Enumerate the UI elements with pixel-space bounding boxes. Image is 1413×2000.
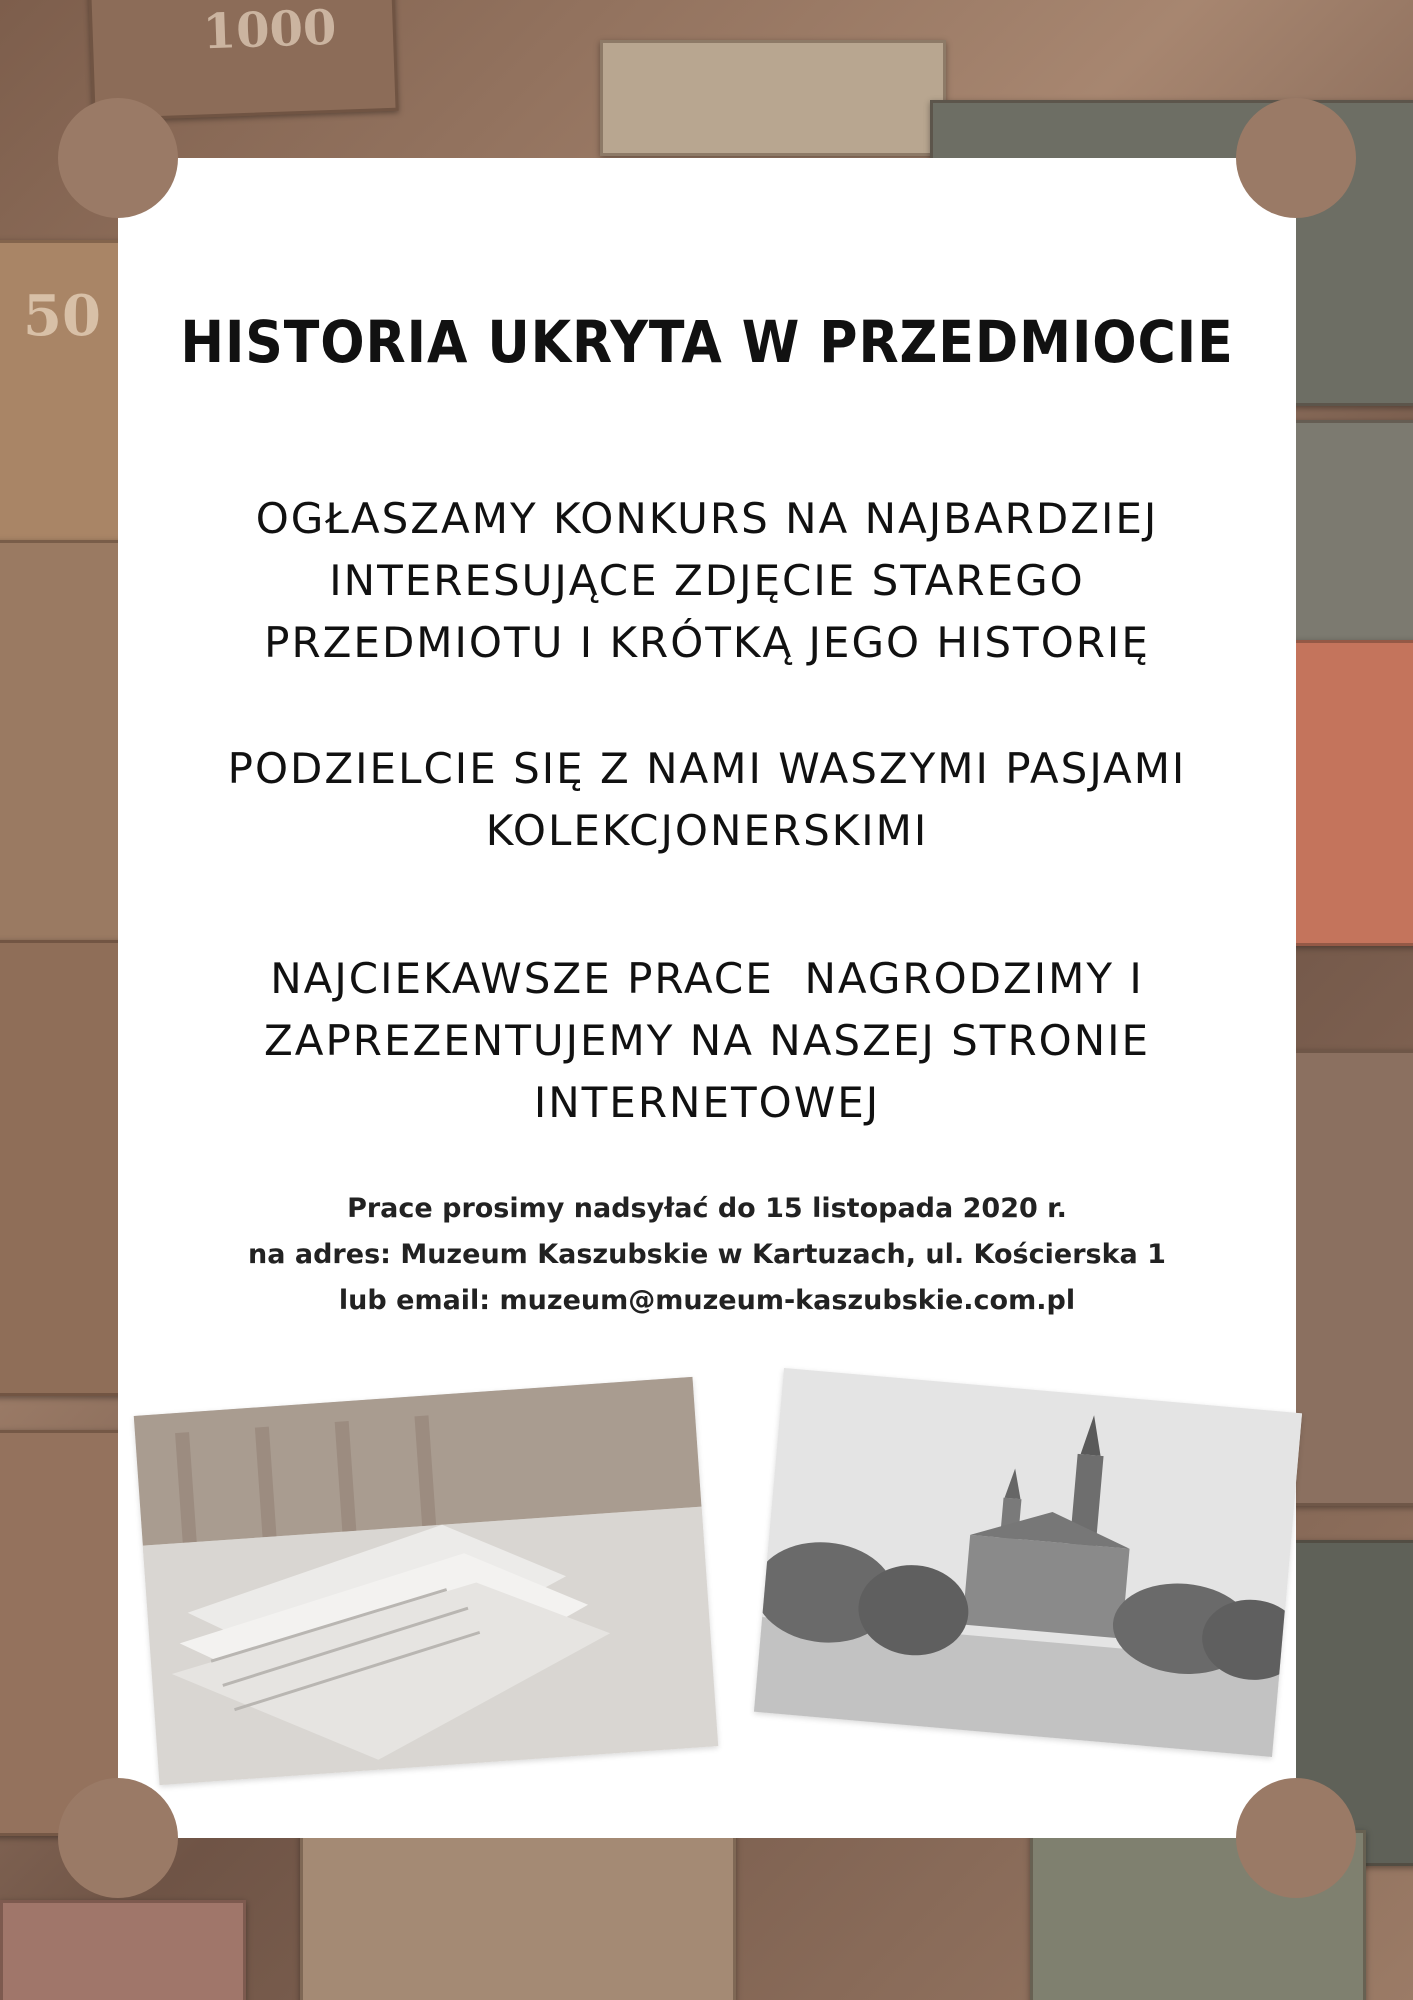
- poster-title: HISTORIA UKRYTA W PRZEDMIOCIE: [180, 308, 1234, 376]
- address-line: na adres: Muzeum Kaszubskie w Kartuzach, ul. Kościerska 1: [248, 1239, 1166, 1270]
- text-line: NAJCIEKAWSZE PRACE NAGRODZIMY I: [270, 954, 1144, 1003]
- banknote-value: 1000: [201, 0, 338, 61]
- card-corner-cut: [58, 1778, 178, 1898]
- banknote: [300, 1820, 736, 2000]
- card-corner-cut: [58, 98, 178, 218]
- newspapers-illustration: [134, 1377, 718, 1785]
- card-corner-cut: [1236, 98, 1356, 218]
- poster-card: [118, 158, 1296, 1838]
- banknote: [1280, 1050, 1413, 1506]
- text-line: ZAPREZENTUJEMY NA NASZEJ STRONIE: [263, 1016, 1151, 1065]
- church-illustration: [754, 1368, 1302, 1757]
- submission-info: [118, 1186, 1296, 1324]
- text-line: INTERNETOWEJ: [533, 1078, 881, 1127]
- share-paragraph: [178, 738, 1236, 862]
- banknote-value: 50: [23, 283, 101, 349]
- text-line: OGŁASZAMY KONKURS NA NAJBARDZIEJ: [255, 494, 1159, 543]
- prize-paragraph: [178, 948, 1236, 1134]
- text-line: PRZEDMIOTU I KRÓTKĄ JEGO HISTORIĘ: [264, 618, 1150, 667]
- banknote: [0, 1900, 246, 2000]
- text-line: KOLEKCJONERSKIMI: [485, 806, 929, 855]
- banknote: [600, 40, 946, 156]
- text-line: INTERESUJĄCE ZDJĘCIE STAREGO: [329, 556, 1085, 605]
- church-photo: [754, 1368, 1302, 1757]
- banknote: [1290, 640, 1413, 946]
- newspapers-photo: [134, 1377, 718, 1785]
- text-line: PODZIELCIE SIĘ Z NAMI WASZYMI PASJAMI: [227, 744, 1187, 793]
- card-corner-cut: [1236, 1778, 1356, 1898]
- announcement-paragraph: [178, 488, 1236, 674]
- deadline-line: Prace prosimy nadsyłać do 15 listopada 2020 r.: [347, 1193, 1067, 1224]
- email-line: lub email: muzeum@muzeum-kaszubskie.com.pl: [338, 1285, 1076, 1316]
